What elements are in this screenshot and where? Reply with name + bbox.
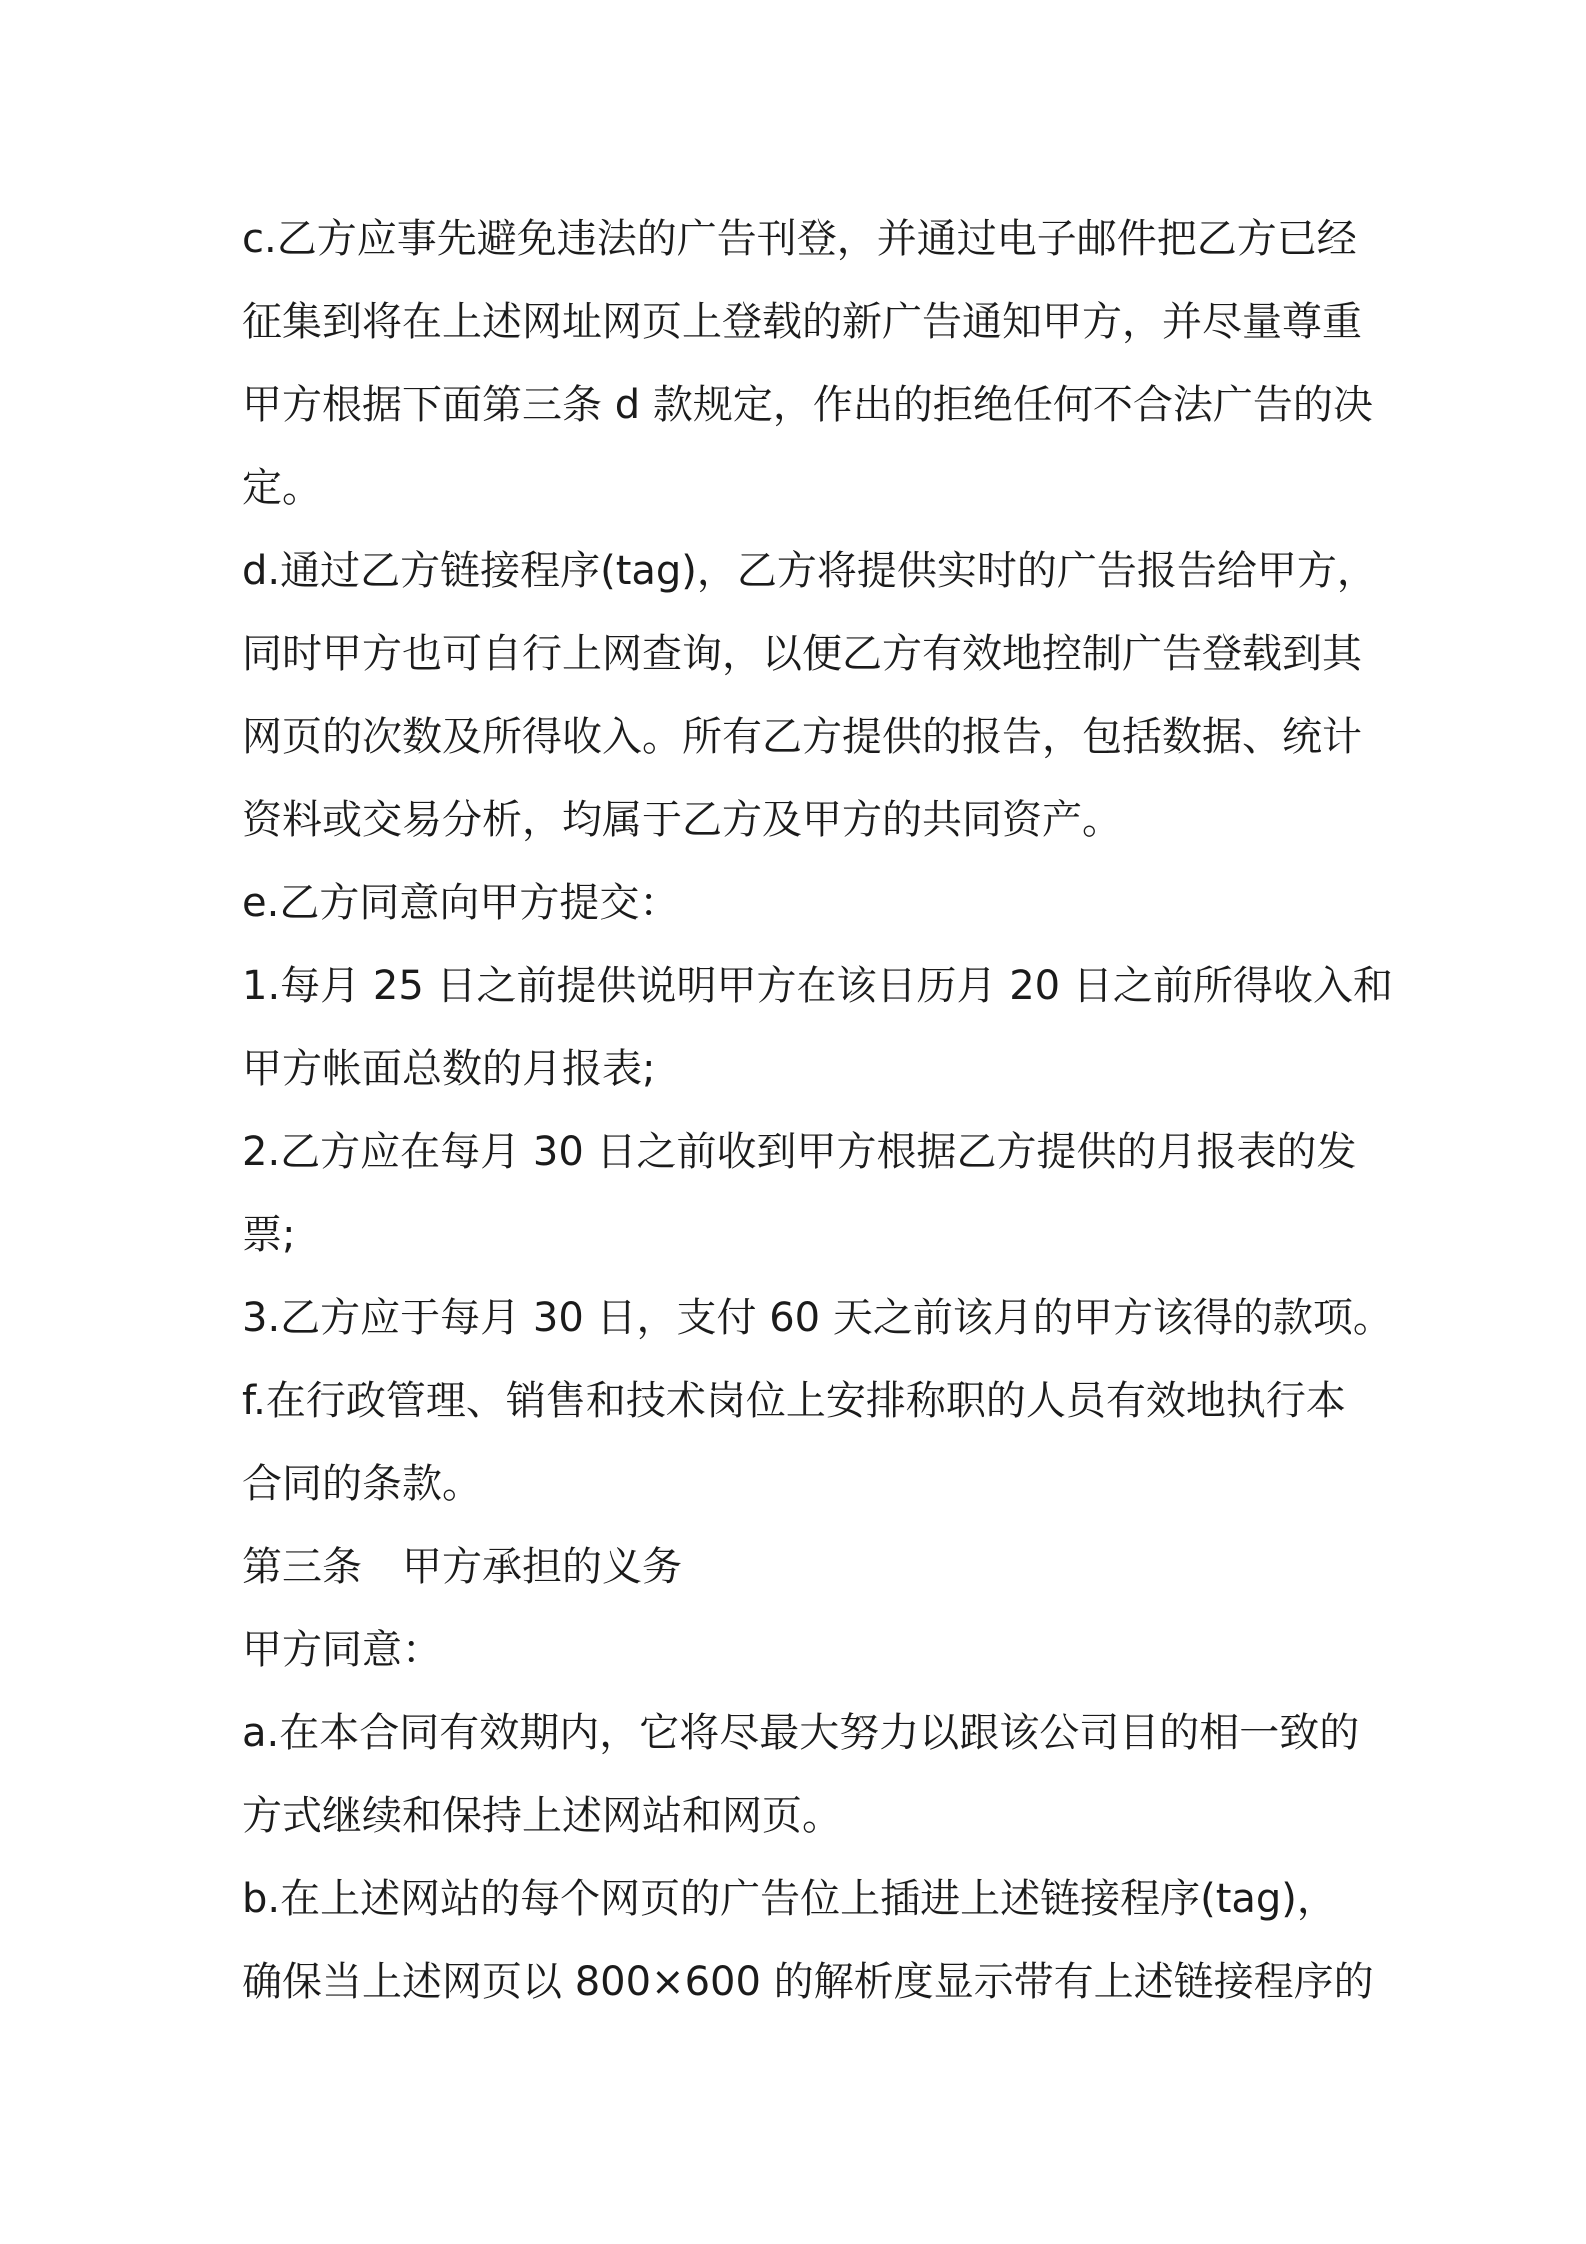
- article-3-heading: 第三条 甲方承担的义务: [242, 1544, 682, 1590]
- article-3-clause-b-line-2: 确保当上述网页以 800×600 的解析度显示带有上述链接程序的: [242, 1959, 1374, 2005]
- article-3-clause-b-line-1: b.在上述网站的每个网页的广告位上插进上述链接程序(tag)，: [242, 1876, 1337, 1922]
- clause-d-line-1: d.通过乙方链接程序(tag)，乙方将提供实时的广告报告给甲方，: [242, 548, 1377, 594]
- clause-f-line-1: f.在行政管理、销售和技术岗位上安排称职的人员有效地执行本: [242, 1378, 1346, 1424]
- item-1-line-1: 1.每月 25 日之前提供说明甲方在该日历月 20 日之前所得收入和: [242, 963, 1393, 1009]
- clause-d-line-4: 资料或交易分析，均属于乙方及甲方的共同资产。: [242, 797, 1122, 843]
- clause-c-line-3: 甲方根据下面第三条 d 款规定，作出的拒绝任何不合法广告的决: [242, 382, 1373, 428]
- item-2-line-2: 票;: [242, 1212, 296, 1258]
- clause-d-line-3: 网页的次数及所得收入。所有乙方提供的报告，包括数据、统计: [242, 714, 1362, 760]
- item-1-line-2: 甲方帐面总数的月报表;: [242, 1046, 656, 1092]
- document-body: [242, 198, 1393, 2024]
- article-3-clause-a-line-2: 方式继续和保持上述网站和网页。: [242, 1793, 842, 1839]
- clause-c-line-4: 定。: [242, 465, 322, 511]
- clause-c-line-1: c.乙方应事先避免违法的广告刊登，并通过电子邮件把乙方已经: [242, 216, 1357, 262]
- clause-c-line-2: 征集到将在上述网址网页上登载的新广告通知甲方，并尽量尊重: [242, 299, 1362, 345]
- clause-f-line-2: 合同的条款。: [242, 1461, 482, 1507]
- article-3-clause-a-line-1: a.在本合同有效期内，它将尽最大努力以跟该公司目的相一致的: [242, 1710, 1360, 1756]
- item-3-line-1: 3.乙方应于每月 30 日，支付 60 天之前该月的甲方该得的款项。: [242, 1295, 1393, 1341]
- item-2-line-1: 2.乙方应在每月 30 日之前收到甲方根据乙方提供的月报表的发: [242, 1129, 1357, 1175]
- party-a-agrees: 甲方同意：: [242, 1627, 442, 1673]
- clause-e-heading: e.乙方同意向甲方提交：: [242, 880, 680, 926]
- clause-d-line-2: 同时甲方也可自行上网查询，以便乙方有效地控制广告登载到其: [242, 631, 1362, 677]
